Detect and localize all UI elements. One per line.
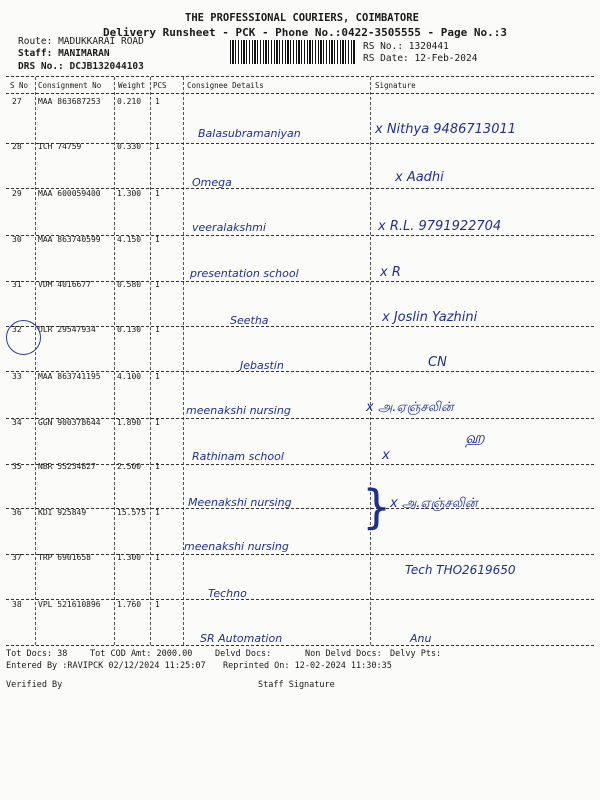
row-pcs: 1 <box>155 600 160 609</box>
col-pcs: PCS <box>153 81 167 90</box>
row-consignment: MAA 863687253 <box>38 97 101 106</box>
circle-mark-icon <box>6 320 41 355</box>
row-signature: x Nithya 9486713011 <box>375 122 517 137</box>
row-sno: 34 <box>12 418 22 427</box>
rs-no-label: RS No.: <box>363 41 404 52</box>
row-weight: 1.300 <box>117 189 142 198</box>
row-consignment: VDM 4016677 <box>38 280 91 289</box>
col-signature: Signature <box>375 81 416 90</box>
row-pcs: 1 <box>155 372 160 381</box>
route-line <box>18 36 144 47</box>
rs-no-line <box>363 41 449 52</box>
row-pcs: 1 <box>155 325 160 334</box>
row-sno: 37 <box>12 553 22 562</box>
row-sno: 35 <box>12 462 22 471</box>
row-consignment: MAA 863741195 <box>38 372 101 381</box>
route-value: MADUKKARAI ROAD <box>58 36 144 47</box>
row-weight: 0.580 <box>117 280 142 289</box>
row-weight: 2.500 <box>117 462 142 471</box>
col-consignment: Consignment No <box>38 81 102 90</box>
row-signature: CN <box>428 355 447 370</box>
row-consignee: veeralakshmi <box>192 221 266 234</box>
tot-cod: Tot COD Amt: 2000.00 <box>90 649 193 659</box>
row-weight: 4.150 <box>117 235 142 244</box>
row-consignment: OLR 29547934 <box>38 325 96 334</box>
staff-line <box>18 48 110 59</box>
row-consignee: presentation school <box>190 267 299 280</box>
table-row <box>0 462 600 512</box>
verified-by: Verified By <box>6 680 63 690</box>
row-signature: x Joslin Yazhini <box>382 310 478 325</box>
row-consignee: meenakshi nursing <box>186 404 291 417</box>
drs-line <box>18 61 144 72</box>
row-consignment: TRP 6901658 <box>38 553 91 562</box>
staff-signature: Staff Signature <box>258 680 335 690</box>
row-pcs: 1 <box>155 462 160 471</box>
row-sno: 28 <box>12 142 22 151</box>
col-consignee: Consignee Details <box>187 81 264 90</box>
row-consignee: Meenakshi nursing <box>188 496 292 509</box>
row-sno: 30 <box>12 235 22 244</box>
row-consignee: Seetha <box>230 314 269 327</box>
row-sno: 36 <box>12 508 22 517</box>
row-signature: x அ.ஏஞ்சலின் <box>390 496 478 511</box>
non-delvd-docs: Non Delvd Docs: <box>305 649 382 659</box>
col-weight: Weight <box>118 81 146 90</box>
row-consignee: meenakshi nursing <box>184 540 289 553</box>
drs-label: DRS No.: <box>18 61 64 72</box>
row-pcs: 1 <box>155 280 160 289</box>
row-sno: 38 <box>12 600 22 609</box>
row-signature: x R.L. 9791922704 <box>378 219 502 234</box>
delvd-docs: Delvd Docs: <box>215 649 272 659</box>
row-weight: 4.100 <box>117 372 142 381</box>
table-row <box>0 189 600 239</box>
table-row <box>0 600 600 650</box>
row-consignment: GGN 900378644 <box>38 418 101 427</box>
row-sno: 33 <box>12 372 22 381</box>
rs-date-value: 12-Feb-2024 <box>414 53 478 64</box>
row-pcs: 1 <box>155 553 160 562</box>
row-signature: x R <box>380 265 401 280</box>
barcode <box>230 40 355 64</box>
table-top-rule <box>6 76 594 77</box>
table-header-rule <box>6 93 594 94</box>
row-consignment: ICH 74759 <box>38 142 82 151</box>
table-row <box>0 280 600 330</box>
row-weight: 1.760 <box>117 600 142 609</box>
row-weight: 0.210 <box>117 97 142 106</box>
row-signature: x Aadhi <box>395 170 444 185</box>
row-consignment: MAA 863740599 <box>38 235 101 244</box>
row-consignee: Techno <box>208 587 247 600</box>
table-row <box>0 325 600 375</box>
row-consignee: SR Automation <box>200 632 283 645</box>
row-signature: Tech THO2619650 <box>405 563 516 577</box>
table-row <box>0 142 600 192</box>
table-row <box>0 418 600 468</box>
delvy-pts: Delvy Pts: <box>390 649 442 659</box>
row-signature: x <box>382 448 390 463</box>
rs-no-value: 1320441 <box>408 41 449 52</box>
row-consignee: Omega <box>192 176 232 189</box>
row-pcs: 1 <box>155 142 160 151</box>
row-weight: 15.575 <box>117 508 146 517</box>
row-weight: 1.890 <box>117 418 142 427</box>
row-consignee: Rathinam school <box>192 450 284 463</box>
footer-rule <box>6 645 594 646</box>
row-consignment: KDI 925849 <box>38 508 87 517</box>
company-title: THE PROFESSIONAL COURIERS, COIMBATORE <box>185 12 419 24</box>
runsheet-title: Delivery Runsheet - PCK - Phone No.:0422-3505555 - Page No.:3 <box>103 26 507 39</box>
row-sno: 27 <box>12 97 22 106</box>
table-row <box>0 553 600 603</box>
drs-value: DCJB132044103 <box>69 61 144 72</box>
row-consignee: Jebastin <box>240 359 284 372</box>
row-sno: 29 <box>12 189 22 198</box>
table-row <box>0 97 600 147</box>
row-pcs: 1 <box>155 235 160 244</box>
table-row <box>0 508 600 558</box>
scribble-signature-icon: ஹ <box>465 428 485 447</box>
staff-label: Staff: <box>18 48 53 59</box>
entered-by: Entered By :RAVIPCK 02/12/2024 11:25:07 <box>6 661 206 671</box>
row-consignee: Balasubramaniyan <box>198 127 301 140</box>
row-sno: 32 <box>12 325 22 334</box>
row-signature: x அ.ஏஞ்சலின் <box>366 400 454 415</box>
row-pcs: 1 <box>155 189 160 198</box>
row-weight: 1.300 <box>117 553 142 562</box>
row-weight: 0.130 <box>117 325 142 334</box>
table-row <box>0 235 600 285</box>
row-sno: 31 <box>12 280 22 289</box>
row-weight: 0.330 <box>117 142 142 151</box>
table-row <box>0 372 600 422</box>
row-consignment: MAA 600059400 <box>38 189 101 198</box>
rs-date-line <box>363 53 477 64</box>
tot-docs: Tot Docs: 38 <box>6 649 68 659</box>
row-signature: Anu <box>410 632 432 645</box>
route-label: Route: <box>18 36 53 47</box>
row-consignment: NBR 55234827 <box>38 462 96 471</box>
row-pcs: 1 <box>155 97 160 106</box>
rs-date-label: RS Date: <box>363 53 409 64</box>
row-consignment: VPL 521610896 <box>38 600 101 609</box>
col-sno: S No <box>10 81 29 90</box>
row-pcs: 1 <box>155 508 160 517</box>
staff-value: MANIMARAN <box>58 48 110 59</box>
reprinted-on: Reprinted On: 12-02-2024 11:30:35 <box>223 661 392 671</box>
brace-mark-icon: } <box>362 480 392 534</box>
row-pcs: 1 <box>155 418 160 427</box>
